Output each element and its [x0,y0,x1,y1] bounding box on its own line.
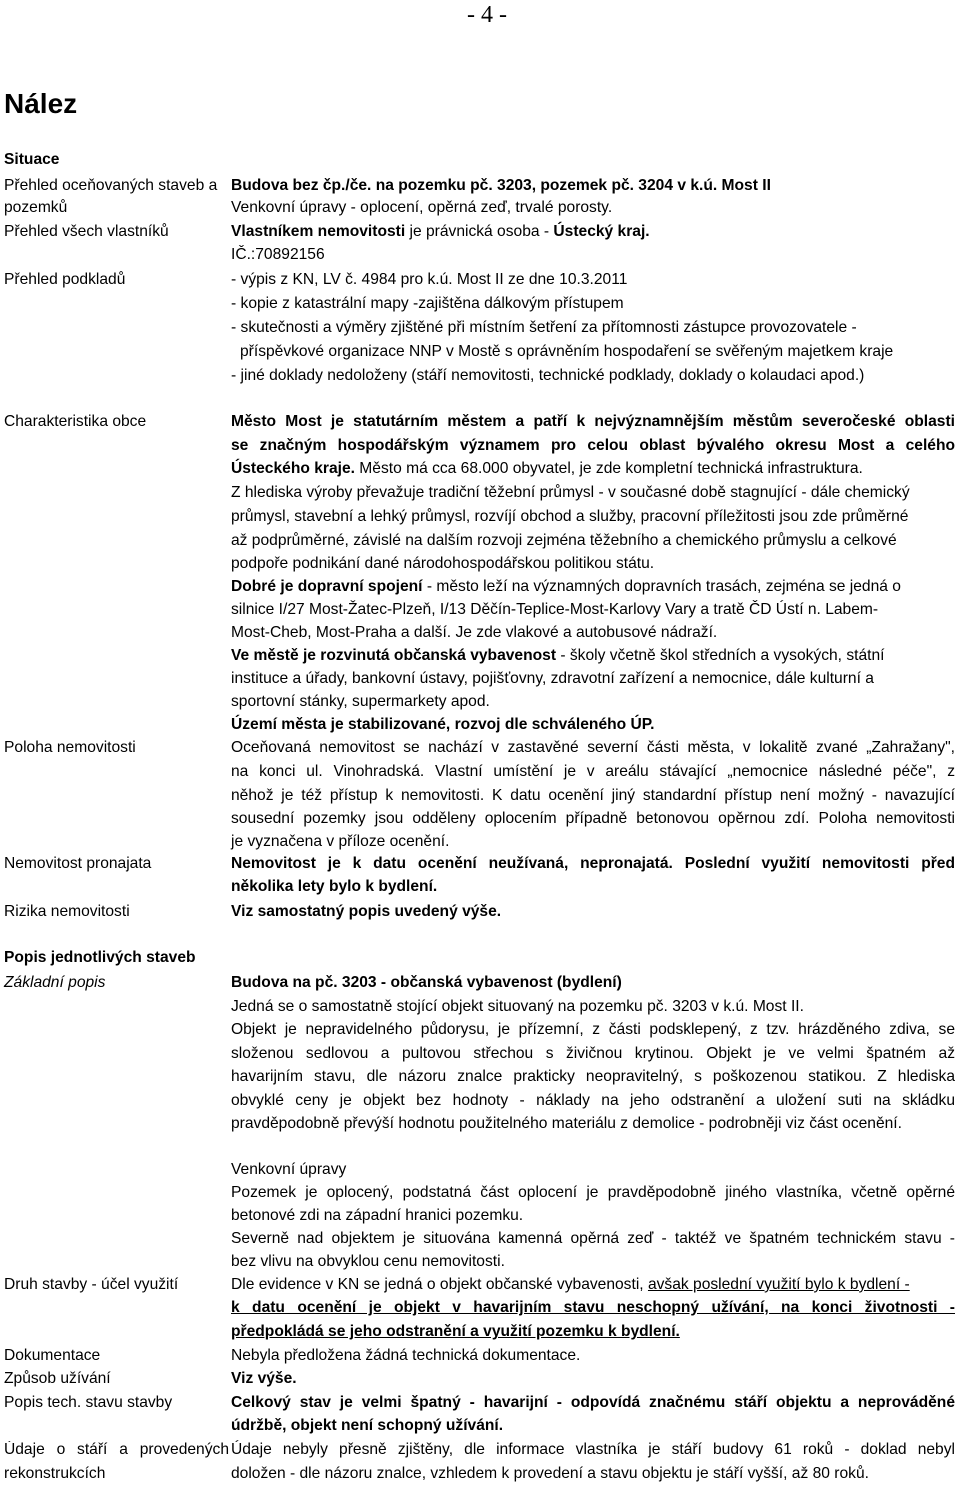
charakteristika-p3-l1 [231,575,955,599]
venkovni-title: Venkovní úpravy [231,1161,347,1178]
charakteristika-p1-l3-rest: Město má cca 68.000 obyvatel, je zde kompletní technická infrastruktura. [354,460,863,477]
label-rizika-nemovitosti: Rizika nemovitosti [4,903,130,920]
druh-line-2: k datu ocenění je objekt v havarijním stavu neschopný užívání, na konci životnosti - [231,1299,955,1316]
podklady-item-4: příspěvkové organizace NNP v Mostě s oprávněním hospodaření se svěřeným majetkem kraje [240,343,894,360]
charakteristika-p4-l3: sportovní stánky, supermarkety apod. [231,693,490,710]
poloha-line-5: je vyznačena v příloze ocenění. [231,833,450,850]
charakteristika-p4-l2: instituce a úřady, bankovní ústavy, pojišťovny, zdravotní zařízení a nemocnice, dále kulturní a [231,670,874,687]
page-number: - 4 - [467,2,507,28]
druh-line-1-text: Dle evidence v KN se jedná o objekt občanské vybavenosti, [231,1276,648,1293]
label-zakladni-popis: Základní popis [4,974,106,991]
charakteristika-p1-l1: Město Most je statutárním městem a patří k nejvýznamnějším městům severočeské oblasti [231,413,955,430]
charakteristika-p3-l3: Most-Cheb, Most-Praha a další. Je zde vlakové a autobusové nádraží. [231,624,718,641]
venkovni-line-1: Pozemek je oplocený, podstatná část oplocení je pravděpodobně jiného vlastníka, včetně opěrné [231,1184,955,1201]
poloha-line-3: něhož je též přístup k nemovitosti. K datu ocenění jiný standardní přístup není možný - navazující [231,787,955,804]
poloha-line-1: Oceňovaná nemovitost se nachází v zastavěné severní části města, v lokalitě zvané „Zahražany", [231,739,955,756]
charakteristika-p1-l2: se značným hospodářským významem pro celou oblast bývalého okresu Most a celého [231,437,955,454]
venkovni-line-2: betonové zdi na západní hranici pozemku. [231,1207,524,1224]
label-charakteristika-obce: Charakteristika obce [4,413,147,430]
label-popis-tech-stavu: Popis tech. stavu stavby [4,1394,173,1411]
poloha-line-4: sousední pozemky jsou odděleny oplocením případně betonovou opěrnou zdí. Poloha nemovitosti [231,810,955,827]
charakteristika-p3-bold: Dobré je dopravní spojení [231,578,423,595]
zpusob-text: Viz výše. [231,1370,297,1387]
charakteristika-p2-l4: podpoře podnikání dané národohospodářskou politikou státu. [231,555,655,572]
vlastnik-kraj: Ústecký kraj. [553,223,650,240]
vlastnik-ico: IČ.:70892156 [231,246,325,263]
poloha-line-2: na konci ul. Vinohradská. Vlastní umístění je v areálu stávající „nemocnice následné péče", z [231,763,955,780]
vlastnik-bold: Vlastníkem nemovitosti [231,223,406,240]
vlastnik-line1 [231,220,955,244]
podklady-item-5: - jiné doklady nedoloženy (stáří nemovitosti, technické podklady, doklady o kolaudaci apod.) [231,367,865,384]
budova-line-1: Jedná se o samostatně stojící objekt situovaný na pozemku pč. 3203 v k.ú. Most II. [231,998,804,1015]
popis-tech-line-2: údržbě, objekt není schopný užívání. [231,1417,504,1434]
ocenovane-stavby-line1: Budova bez čp./če. na pozemku pč. 3203, pozemek pč. 3204 v k.ú. Most II [231,177,771,194]
budova-line-6: pravděpodobně převýší hodnotu použitelného materiálu z demolice - podrobněji viz část ocenění. [231,1115,902,1132]
label-zpusob-uzivani: Způsob užívání [4,1370,111,1387]
charakteristika-p4-l1 [231,644,955,668]
udaje-line-1: Údaje nebyly přesně zjištěny, dle informace vlastníka je stáří budovy 61 roků - doklad nebyl [231,1441,955,1458]
charakteristika-p1-l3-bold: Ústeckého kraje. [231,460,355,477]
charakteristika-p2-l3: až podprůměrné, závislé na dalším rozvoji zejména těžebního a chemického průmyslu a celkové [231,532,897,549]
podklady-item-1: - výpis z KN, LV č. 4984 pro k.ú. Most II ze dne 10.3.2011 [231,271,628,288]
charakteristika-p2-l2: průmysl, stavební a lehký průmysl, rozvíjí obchod a služby, pracovní příležitosti jsou zde průměrné [231,508,909,525]
druh-line-3: předpokládá se jeho odstranění a využití pozemku k bydlení. [231,1323,680,1340]
udaje-line-2: doložen - dle názoru znalce, vzhledem k provedení a stavu objektu je stáří vyšší, až 80 roků. [231,1465,869,1482]
label-prehled-vlastniku: Přehled všech vlastníků [4,223,169,240]
budova-line-3: složenou sedlovou a pultovou střechou s živičnou krytinou. Objekt je ve velmi špatném až [231,1045,955,1062]
charakteristika-p1-l3 [231,457,955,481]
charakteristika-p3-l2: silnice I/27 Most-Žatec-Plzeň, I/13 Děčín-Teplice-Most-Karlovy Vary a tratě ČD Ústí n. Labem- [231,601,879,618]
label-druh-stavby: Druh stavby - účel využití [4,1276,179,1293]
dokumentace-text: Nebyla předložena žádná technická dokumentace. [231,1347,581,1364]
section-heading-situace: Situace [4,151,60,168]
label-udaje-stari-2: rekonstrukcích [4,1465,106,1482]
label-dokumentace: Dokumentace [4,1347,101,1364]
vlastnik-text: je právnická osoba - [405,223,554,240]
page-title: Nález [4,88,78,119]
pronajata-line-1: Nemovitost je k datu ocenění neužívaná, nepronajatá. Poslední využití nemovitosti před [231,855,955,872]
pronajata-line-2: několika lety bylo k bydlení. [231,878,438,895]
label-poloha-nemovitosti: Poloha nemovitosti [4,739,136,756]
charakteristika-p5: Území města je stabilizované, rozvoj dle schváleného ÚP. [231,716,655,733]
druh-line-1-underlined: avšak poslední využití bylo k bydlení - [647,1276,910,1293]
venkovni-line-3: Severně nad objektem je situována kamenná opěrná zeď - taktéž ve špatném technickém stavu - [231,1230,955,1247]
charakteristika-p3-rest: - město leží na významných dopravních trasách, zejména se jedná o [422,578,901,595]
section-heading-popis-staveb: Popis jednotlivých staveb [4,949,196,966]
label-udaje-stari: Údaje o stáří a provedených [4,1441,229,1458]
budova-line-2: Objekt je nepravidelného půdorysu, je přízemní, z části podsklepený, z tzv. hrázděného zdiva, se [231,1021,955,1038]
venkovni-line-4: bez vlivu na obvyklou cenu nemovitosti. [231,1253,505,1270]
label-nemovitost-pronajata: Nemovitost pronajata [4,855,152,872]
budova-title: Budova na pč. 3203 - občanská vybavenost (bydlení) [231,974,622,991]
budova-line-4: havarijním stavu, dle názoru znalce prakticky neopravitelný, s poškozenou statikou. Z hlediska [231,1068,955,1085]
ocenovane-stavby-line2: Venkovní úpravy - oplocení, opěrná zeď, trvalé porosty. [231,199,613,216]
popis-tech-line-1: Celkový stav je velmi špatný - havarijní - odpovídá značnému stáří objektu a neprováděné [231,1394,955,1411]
label-prehled-ocenovanych-2: pozemků [4,199,68,216]
rizika-text: Viz samostatný popis uvedený výše. [231,903,502,920]
podklady-item-3: - skutečnosti a výměry zjištěné při místním šetření za přítomnosti zástupce provozovatele - [231,319,857,336]
label-prehled-ocenovanych: Přehled oceňovaných staveb a [4,177,218,194]
charakteristika-p2-l1: Z hlediska výroby převažuje tradiční těžební průmysl - v současné době stagnující - dále chemický [231,484,910,501]
charakteristika-p4-rest: - školy včetně škol středních a vysokých, státní [556,647,885,664]
charakteristika-p4-bold: Ve městě je rozvinutá občanská vybavenost [231,647,557,664]
druh-line-1 [231,1273,955,1297]
label-prehled-podkladu: Přehled podkladů [4,271,126,288]
podklady-item-2: - kopie z katastrální mapy -zajištěna dálkovým přístupem [231,295,624,312]
budova-line-5: obvyklé ceny je objekt bez hodnoty - náklady na jeho odstranění a uložení suti na skládku [231,1092,955,1109]
